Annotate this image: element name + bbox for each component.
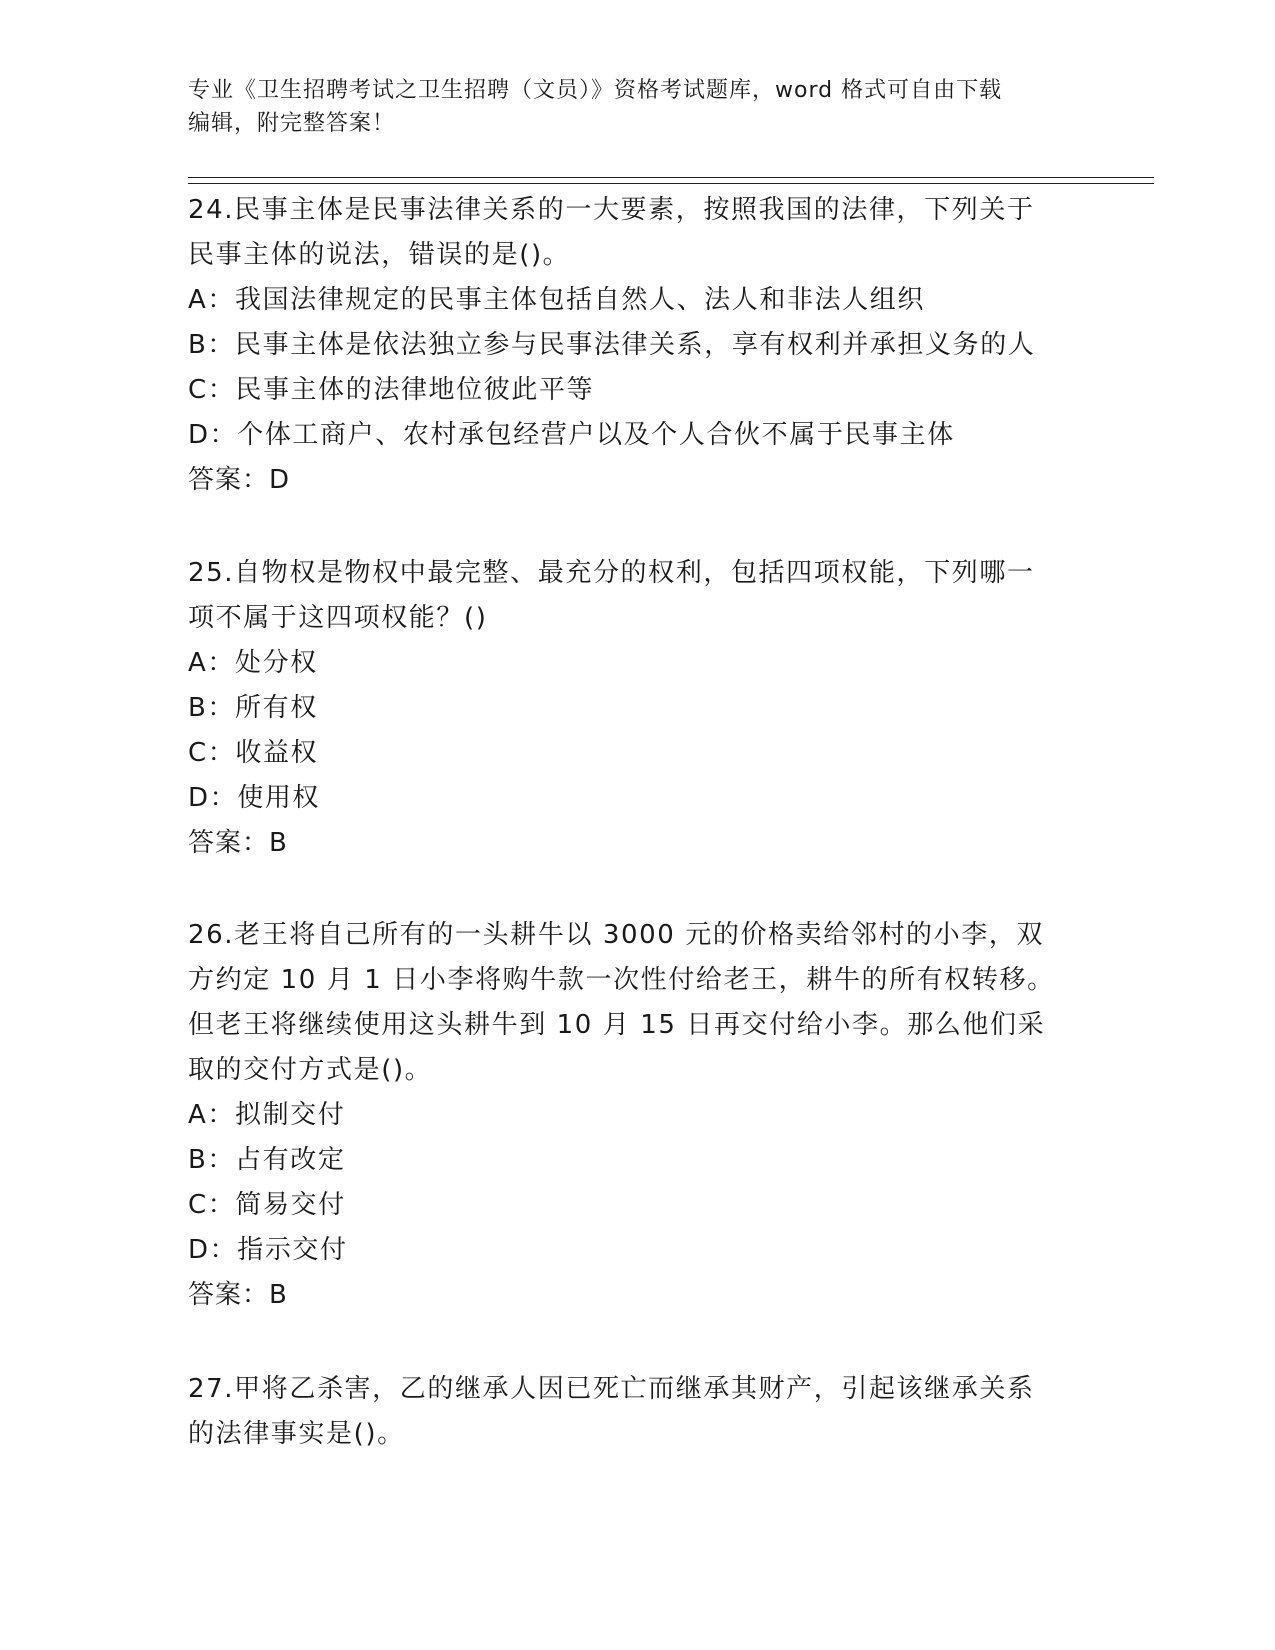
header-divider-top (188, 177, 1154, 178)
option-a: A：处分权 (188, 648, 318, 678)
question-25 (188, 551, 1088, 866)
question-stem-line: 24.民事主体是民事法律关系的一大要素，按照我国的法律，下列关于 (188, 195, 1035, 225)
question-24 (188, 188, 1088, 503)
question-stem-line: 民事主体的说法，错误的是()。 (188, 240, 571, 270)
option-c: C：收益权 (188, 738, 319, 768)
answer-line: 答案：B (188, 828, 288, 858)
question-27 (188, 1367, 1088, 1457)
header-line-1: 专业《卫生招聘考试之卫生招聘（文员）》资格考试题库，word 格式可自由下载 (188, 78, 1003, 103)
question-stem-line: 27.甲将乙杀害，乙的继承人因已死亡而继承其财产，引起该继承关系 (188, 1374, 1035, 1404)
answer-line: 答案：B (188, 1280, 288, 1310)
answer-line: 答案：D (188, 465, 291, 495)
question-stem-line: 但老王将继续使用这头耕牛到 10 月 15 日再交付给小李。那么他们采 (188, 1010, 1046, 1040)
question-26 (188, 913, 1088, 1318)
option-b: B：占有改定 (188, 1145, 346, 1175)
header-divider-bottom (188, 183, 1154, 184)
option-d: D：使用权 (188, 783, 321, 813)
option-d: D：个体工商户、农村承包经营户以及个人合伙不属于民事主体 (188, 420, 955, 450)
option-c: C：民事主体的法律地位彼此平等 (188, 375, 595, 405)
option-a: A：拟制交付 (188, 1100, 346, 1130)
option-b: B：所有权 (188, 693, 318, 723)
document-header (188, 74, 1088, 140)
question-stem-line: 的法律事实是()。 (188, 1419, 405, 1449)
option-c: C：简易交付 (188, 1190, 346, 1220)
question-stem-line: 项不属于这四项权能？() (188, 603, 488, 633)
question-stem-line: 方约定 10 月 1 日小李将购牛款一次性付给老王，耕牛的所有权转移。 (188, 965, 1055, 995)
question-stem-line: 25.自物权是物权中最完整、最充分的权利，包括四项权能，下列哪一 (188, 558, 1035, 588)
option-d: D：指示交付 (188, 1235, 348, 1265)
question-stem-line: 26.老王将自己所有的一头耕牛以 3000 元的价格卖给邻村的小李，双 (188, 920, 1045, 950)
header-line-2: 编辑，附完整答案！ (188, 111, 396, 136)
question-stem-line: 取的交付方式是()。 (188, 1055, 433, 1085)
option-a: A：我国法律规定的民事主体包括自然人、法人和非法人组织 (188, 285, 925, 315)
option-b: B：民事主体是依法独立参与民事法律关系，享有权利并承担义务的人 (188, 330, 1036, 360)
